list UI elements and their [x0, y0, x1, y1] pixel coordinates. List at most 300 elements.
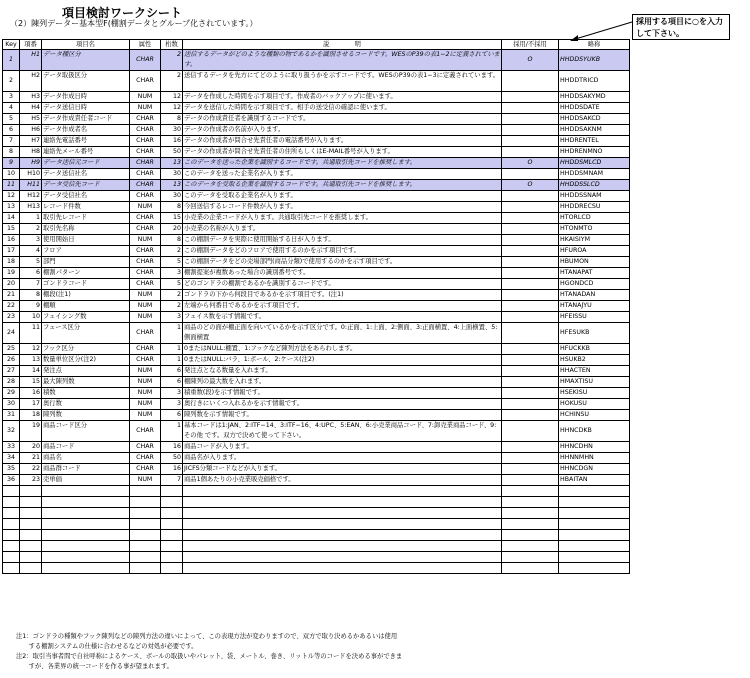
cell-no: 15	[20, 377, 42, 388]
cell-abbr: HHDDSYUKB	[559, 50, 630, 71]
cell-len: 2	[161, 71, 183, 92]
cell-no: H9	[20, 158, 42, 169]
table-row	[3, 410, 630, 421]
cell-name: 棚順	[42, 301, 130, 312]
cell-adopt[interactable]	[502, 453, 559, 464]
cell-abbr: HHDDRECSU	[559, 202, 630, 213]
empty-cell	[559, 541, 630, 552]
empty-cell	[20, 552, 42, 563]
table-row	[3, 180, 630, 191]
cell-len: 8	[161, 235, 183, 246]
cell-key: 6	[3, 125, 20, 136]
cell-key: 28	[3, 377, 20, 388]
cell-desc: 送信するデータがどのような種類の物であるかを識別させるコードです。WESのP39の表1−2に定義されています。	[183, 50, 502, 71]
cell-adopt[interactable]	[502, 147, 559, 158]
table-row	[3, 453, 630, 464]
cell-abbr: HHNNMHN	[559, 453, 630, 464]
cell-no: 7	[20, 279, 42, 290]
cell-key: 22	[3, 301, 20, 312]
empty-cell	[559, 497, 630, 508]
empty-cell	[161, 497, 183, 508]
cell-key: 20	[3, 279, 20, 290]
empty-cell	[42, 519, 130, 530]
cell-name: 商品コード	[42, 442, 130, 453]
cell-len: 13	[161, 180, 183, 191]
empty-cell	[130, 552, 161, 563]
cell-len: 15	[161, 213, 183, 224]
cell-attr: CHAR	[130, 421, 161, 442]
cell-desc: ゴンドラの下から何段目であるかを示す項目です。(注1)	[183, 290, 502, 301]
cell-adopt[interactable]	[502, 92, 559, 103]
cell-key: 4	[3, 103, 20, 114]
cell-attr: NUM	[130, 475, 161, 486]
cell-key: 12	[3, 191, 20, 202]
cell-len: 2	[161, 290, 183, 301]
cell-attr: NUM	[130, 366, 161, 377]
cell-key: 33	[3, 442, 20, 453]
cell-no: 8	[20, 290, 42, 301]
footnote-line: 注1：ゴンドラの種類やフック陳列などの陳列方法の違いによって、この表現方法が変わりますので、双方で取り決めるかあるいは使用	[16, 633, 398, 640]
cell-attr: CHAR	[130, 136, 161, 147]
cell-key: 26	[3, 355, 20, 366]
cell-adopt[interactable]	[502, 169, 559, 180]
cell-len: 5	[161, 279, 183, 290]
empty-cell	[42, 563, 130, 574]
cell-desc: 発注点となる数量を入れます。	[183, 366, 502, 377]
cell-no: 20	[20, 442, 42, 453]
instruction-callout: 採用する項目に○を入力して下さい。	[632, 14, 730, 40]
table-row	[3, 388, 630, 399]
table-row	[3, 464, 630, 475]
empty-cell	[183, 497, 502, 508]
cell-no: H3	[20, 92, 42, 103]
cell-len: 3	[161, 399, 183, 410]
cell-name: 最大陳列数	[42, 377, 130, 388]
cell-key: 3	[3, 92, 20, 103]
cell-name: 積数	[42, 388, 130, 399]
cell-len: 20	[161, 224, 183, 235]
cell-no: 13	[20, 355, 42, 366]
cell-desc: このデータを受取る企業を識別するコードです。共通取引先コードを推奨します。	[183, 180, 502, 191]
cell-desc: 陳列数を示す情報です。	[183, 410, 502, 421]
col-adopt: 採用/不採用	[502, 40, 559, 50]
empty-cell	[183, 563, 502, 574]
cell-attr: NUM	[130, 92, 161, 103]
cell-adopt[interactable]	[502, 246, 559, 257]
cell-key: 17	[3, 246, 20, 257]
cell-attr: NUM	[130, 377, 161, 388]
cell-key: 24	[3, 323, 20, 344]
cell-attr: CHAR	[130, 158, 161, 169]
empty-cell	[42, 541, 130, 552]
cell-abbr: HTORLCD	[559, 213, 630, 224]
empty-cell	[130, 563, 161, 574]
cell-desc: 0またはNULL:バラ、1:ボール、2:ケース(注2)	[183, 355, 502, 366]
table-row	[3, 213, 630, 224]
empty-cell	[3, 541, 20, 552]
table-row	[3, 323, 630, 344]
cell-name: 商品名	[42, 453, 130, 464]
cell-abbr: HOKUSU	[559, 399, 630, 410]
cell-attr: NUM	[130, 399, 161, 410]
cell-no: 16	[20, 388, 42, 399]
cell-adopt[interactable]	[502, 377, 559, 388]
cell-key: 16	[3, 235, 20, 246]
cell-adopt[interactable]	[502, 323, 559, 344]
cell-adopt[interactable]	[502, 301, 559, 312]
cell-len: 1	[161, 344, 183, 355]
cell-key: 13	[3, 202, 20, 213]
empty-cell	[20, 486, 42, 497]
empty-cell	[559, 530, 630, 541]
cell-name: 発注点	[42, 366, 130, 377]
empty-cell	[20, 541, 42, 552]
table-row	[3, 191, 630, 202]
cell-attr: NUM	[130, 410, 161, 421]
empty-cell	[183, 508, 502, 519]
table-row	[3, 355, 630, 366]
cell-adopt[interactable]	[502, 421, 559, 442]
cell-key: 5	[3, 114, 20, 125]
cell-key: 18	[3, 257, 20, 268]
cell-abbr: HHDDSMNAM	[559, 169, 630, 180]
cell-name: データ送信元コード	[42, 158, 130, 169]
cell-adopt[interactable]	[502, 114, 559, 125]
cell-key: 29	[3, 388, 20, 399]
cell-len: 6	[161, 377, 183, 388]
cell-name: レコード件数	[42, 202, 130, 213]
cell-attr: NUM	[130, 312, 161, 323]
empty-row	[3, 541, 630, 552]
empty-cell	[559, 552, 630, 563]
cell-name: フェイシング数	[42, 312, 130, 323]
cell-adopt[interactable]	[502, 355, 559, 366]
cell-desc: 左端から何番目であるかを示す項目です。	[183, 301, 502, 312]
cell-abbr: HBUMON	[559, 257, 630, 268]
empty-cell	[20, 519, 42, 530]
footnote-line: する棚割システムの仕様に合わせるなどの対処が必要です。	[16, 643, 198, 650]
cell-attr: CHAR	[130, 323, 161, 344]
cell-no: 1	[20, 213, 42, 224]
cell-abbr: HSEKISU	[559, 388, 630, 399]
cell-attr: CHAR	[130, 246, 161, 257]
cell-key: 7	[3, 136, 20, 147]
col-attr: 属性	[130, 40, 161, 50]
cell-key: 31	[3, 410, 20, 421]
table-row	[3, 268, 630, 279]
col-abbr: 略称	[559, 40, 630, 50]
cell-abbr: HHNCDKB	[559, 421, 630, 442]
cell-name: 数量単位区分(注2)	[42, 355, 130, 366]
cell-no: 4	[20, 246, 42, 257]
table-row	[3, 147, 630, 158]
empty-cell	[42, 552, 130, 563]
cell-desc: データの作成者の名前が入ります。	[183, 125, 502, 136]
cell-no: H2	[20, 71, 42, 92]
cell-no: 21	[20, 453, 42, 464]
cell-desc: この棚割データをどの売場部門(商品分類)で使用するのかを示す項目です。	[183, 257, 502, 268]
table-row	[3, 475, 630, 486]
cell-desc: このデータを送った企業名が入ります。	[183, 169, 502, 180]
cell-name: データ作成者名	[42, 125, 130, 136]
cell-no: 9	[20, 301, 42, 312]
cell-no: 3	[20, 235, 42, 246]
cell-len: 6	[161, 366, 183, 377]
table-row	[3, 50, 630, 71]
cell-key: 10	[3, 169, 20, 180]
cell-adopt[interactable]	[502, 213, 559, 224]
cell-name: データ取扱区分	[42, 71, 130, 92]
cell-adopt[interactable]	[502, 464, 559, 475]
table-row	[3, 301, 630, 312]
cell-name: ゴンドラコード	[42, 279, 130, 290]
cell-len: 50	[161, 453, 183, 464]
cell-desc: データを作成した時間を示す項目です。作成者のバックアップに使います。	[183, 92, 502, 103]
cell-desc: 商品1個あたりの小売業販売価格です。	[183, 475, 502, 486]
table-row	[3, 377, 630, 388]
empty-cell	[161, 519, 183, 530]
cell-adopt[interactable]	[502, 290, 559, 301]
empty-cell	[502, 486, 559, 497]
empty-cell	[42, 497, 130, 508]
footnotes	[16, 632, 736, 672]
cell-attr: CHAR	[130, 213, 161, 224]
cell-no: 2	[20, 224, 42, 235]
empty-cell	[183, 530, 502, 541]
cell-adopt[interactable]	[502, 202, 559, 213]
cell-key: 34	[3, 453, 20, 464]
cell-abbr: HFUCKKB	[559, 344, 630, 355]
table-row	[3, 235, 630, 246]
empty-cell	[502, 508, 559, 519]
empty-cell	[42, 508, 130, 519]
cell-no: H13	[20, 202, 42, 213]
empty-cell	[559, 486, 630, 497]
cell-len: 1	[161, 355, 183, 366]
cell-abbr: HCHINSU	[559, 410, 630, 421]
table-row	[3, 257, 630, 268]
empty-cell	[3, 530, 20, 541]
cell-adopt[interactable]	[502, 136, 559, 147]
cell-adopt[interactable]	[502, 388, 559, 399]
empty-cell	[130, 530, 161, 541]
empty-cell	[161, 486, 183, 497]
empty-cell	[130, 486, 161, 497]
cell-attr: CHAR	[130, 257, 161, 268]
cell-adopt[interactable]	[502, 257, 559, 268]
cell-attr: CHAR	[130, 464, 161, 475]
empty-row	[3, 508, 630, 519]
table-row	[3, 224, 630, 235]
cell-no: H11	[20, 180, 42, 191]
cell-abbr: HHNCDGN	[559, 464, 630, 475]
cell-attr: CHAR	[130, 279, 161, 290]
cell-adopt[interactable]	[502, 235, 559, 246]
cell-adopt[interactable]	[502, 410, 559, 421]
table-row	[3, 344, 630, 355]
cell-desc: 商品コードが入ります。	[183, 442, 502, 453]
cell-attr: CHAR	[130, 180, 161, 191]
cell-name: データ受信先コード	[42, 180, 130, 191]
empty-cell	[502, 530, 559, 541]
table-row	[3, 125, 630, 136]
cell-adopt[interactable]	[502, 442, 559, 453]
cell-name: 取引先レコード	[42, 213, 130, 224]
empty-cell	[20, 530, 42, 541]
cell-len: 1	[161, 323, 183, 344]
cell-abbr: HHDDSSLCD	[559, 180, 630, 191]
empty-cell	[3, 486, 20, 497]
empty-cell	[3, 497, 20, 508]
cell-desc: この棚割データを実際に使用開始する日が入ります。	[183, 235, 502, 246]
cell-desc: 積重数(段)を示す情報です。	[183, 388, 502, 399]
cell-key: 11	[3, 180, 20, 191]
cell-name: 棚段(注1)	[42, 290, 130, 301]
cell-adopt[interactable]	[502, 344, 559, 355]
cell-desc: このデータを受取る企業名が入ります。	[183, 191, 502, 202]
cell-len: 30	[161, 169, 183, 180]
table-row	[3, 421, 630, 442]
cell-key: 35	[3, 464, 20, 475]
col-name: 項目名	[42, 40, 130, 50]
cell-no: 18	[20, 410, 42, 421]
cell-name: データ作成日時	[42, 92, 130, 103]
cell-len: 16	[161, 464, 183, 475]
empty-row	[3, 519, 630, 530]
cell-abbr: HHDDSDATE	[559, 103, 630, 114]
cell-attr: CHAR	[130, 50, 161, 71]
cell-adopt[interactable]	[502, 125, 559, 136]
cell-key: 9	[3, 158, 20, 169]
col-len: 桁数	[161, 40, 183, 50]
cell-name: 商品コード区分	[42, 421, 130, 442]
table-row	[3, 442, 630, 453]
cell-len: 3	[161, 268, 183, 279]
cell-adopt[interactable]	[502, 399, 559, 410]
cell-name: 連絡先電話番号	[42, 136, 130, 147]
cell-desc: データを送信した時間を示す項目です。相手の送受信の確認に使います。	[183, 103, 502, 114]
cell-abbr: HTONMTO	[559, 224, 630, 235]
empty-cell	[161, 563, 183, 574]
table-header-row	[3, 40, 630, 50]
empty-cell	[3, 563, 20, 574]
cell-desc: この棚割データをどのフロアで使用するのかを示す項目です。	[183, 246, 502, 257]
cell-desc: 奥行きにいくつ入れるかを示す情報です。	[183, 399, 502, 410]
cell-desc: 小売業の名称が入ります。	[183, 224, 502, 235]
cell-abbr: HTANAPAT	[559, 268, 630, 279]
cell-no: H12	[20, 191, 42, 202]
cell-len: 13	[161, 158, 183, 169]
cell-adopt[interactable]: O	[502, 158, 559, 169]
cell-key: 36	[3, 475, 20, 486]
cell-abbr: HHDRENMNO	[559, 147, 630, 158]
cell-key: 8	[3, 147, 20, 158]
cell-key: 2	[3, 71, 20, 92]
table-row	[3, 399, 630, 410]
empty-cell	[3, 519, 20, 530]
cell-adopt[interactable]: O	[502, 50, 559, 71]
cell-adopt[interactable]	[502, 71, 559, 92]
cell-no: 10	[20, 312, 42, 323]
cell-adopt[interactable]	[502, 191, 559, 202]
cell-attr: NUM	[130, 301, 161, 312]
cell-len: 8	[161, 202, 183, 213]
cell-adopt[interactable]	[502, 279, 559, 290]
empty-row	[3, 486, 630, 497]
table-row	[3, 279, 630, 290]
col-key: Key	[3, 40, 20, 50]
cell-no: 12	[20, 344, 42, 355]
cell-len: 6	[161, 410, 183, 421]
cell-attr: CHAR	[130, 147, 161, 158]
cell-len: 12	[161, 92, 183, 103]
cell-len: 3	[161, 312, 183, 323]
cell-attr: CHAR	[130, 114, 161, 125]
cell-attr: CHAR	[130, 442, 161, 453]
cell-name: データ送信日時	[42, 103, 130, 114]
cell-attr: CHAR	[130, 71, 161, 92]
cell-adopt[interactable]	[502, 224, 559, 235]
table-row	[3, 114, 630, 125]
cell-adopt[interactable]	[502, 366, 559, 377]
cell-adopt[interactable]	[502, 312, 559, 323]
cell-no: H7	[20, 136, 42, 147]
cell-no: 5	[20, 257, 42, 268]
empty-cell	[20, 508, 42, 519]
cell-desc: JICFS分類コードなどが入ります。	[183, 464, 502, 475]
cell-len: 2	[161, 50, 183, 71]
cell-adopt[interactable]	[502, 268, 559, 279]
cell-abbr: HHDDSSNAM	[559, 191, 630, 202]
cell-key: 14	[3, 213, 20, 224]
cell-name: 商品群コード	[42, 464, 130, 475]
section-subtitle: （2）陳列データー基本型F(棚割データとグループ化されています。）	[10, 19, 258, 28]
table-row	[3, 312, 630, 323]
cell-attr: NUM	[130, 103, 161, 114]
cell-key: 25	[3, 344, 20, 355]
cell-no: H5	[20, 114, 42, 125]
empty-cell	[559, 508, 630, 519]
cell-len: 30	[161, 125, 183, 136]
cell-len: 8	[161, 114, 183, 125]
cell-abbr: HFESUKB	[559, 323, 630, 344]
cell-desc: 今回送信するレコード件数が入ります。	[183, 202, 502, 213]
cell-adopt[interactable]: O	[502, 180, 559, 191]
cell-abbr: HMAXTISU	[559, 377, 630, 388]
cell-name: 棚割パターン	[42, 268, 130, 279]
empty-cell	[183, 486, 502, 497]
cell-attr: NUM	[130, 235, 161, 246]
empty-cell	[161, 530, 183, 541]
cell-len: 3	[161, 388, 183, 399]
cell-adopt[interactable]	[502, 475, 559, 486]
empty-cell	[130, 519, 161, 530]
table-row	[3, 103, 630, 114]
cell-len: 7	[161, 475, 183, 486]
cell-len: 12	[161, 103, 183, 114]
empty-cell	[502, 497, 559, 508]
cell-no: 23	[20, 475, 42, 486]
cell-adopt[interactable]	[502, 103, 559, 114]
cell-desc: 送信するデータを先方にてどのように取り扱うかを示すコードです。WESのP39の表1−3に定義されています。	[183, 71, 502, 92]
empty-cell	[502, 563, 559, 574]
cell-name: フック区分	[42, 344, 130, 355]
cell-name: 取引先名称	[42, 224, 130, 235]
cell-key: 27	[3, 366, 20, 377]
table-row	[3, 366, 630, 377]
cell-abbr: HFEISSU	[559, 312, 630, 323]
cell-name: フロア	[42, 246, 130, 257]
